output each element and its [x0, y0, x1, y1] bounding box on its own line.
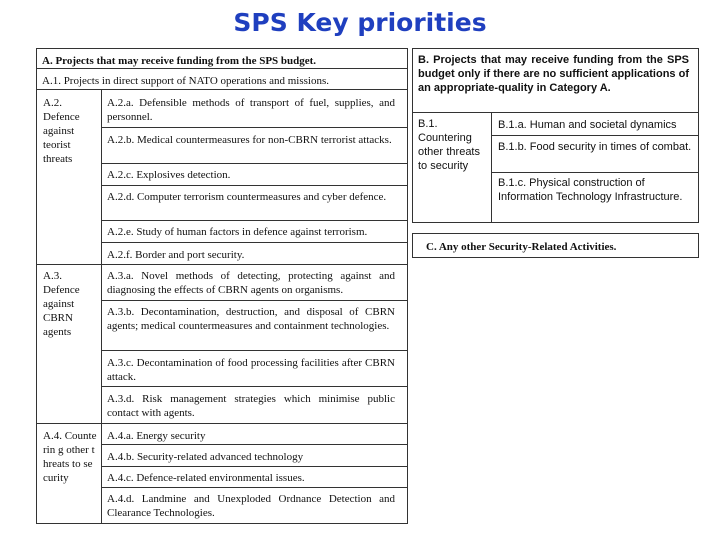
divider [101, 350, 408, 351]
a1-row: A.1. Projects in direct support of NATO operations and missions. [42, 75, 329, 87]
a3-item-c: A.3.c. Decontamination of food processing facilities after CBRN attack. [107, 357, 395, 383]
divider [412, 112, 699, 113]
column-divider [491, 112, 492, 223]
page-title: SPS Key priorities [233, 8, 487, 37]
a4-label: A.4. Counterin g other threats to security [43, 430, 97, 484]
a3-label: A.3. Defence against CBRN agents [43, 270, 80, 338]
divider [101, 220, 408, 221]
a2-item-f: A.2.f. Border and port security. [107, 249, 245, 261]
divider [36, 89, 408, 90]
divider [101, 487, 408, 488]
divider [101, 242, 408, 243]
column-divider [101, 89, 102, 524]
a2-label: A.2. Defence against teorist threats [43, 97, 80, 165]
a2-item-a: A.2.a. Defensible methods of transport of fuel, supplies, and personnel. [107, 97, 395, 123]
section-a-header: A. Projects that may receive funding from the SPS budget. [42, 55, 317, 67]
a2-item-c: A.2.c. Explosives detection. [107, 169, 231, 181]
divider [101, 127, 408, 128]
divider [101, 185, 408, 186]
a2-item-d: A.2.d. Computer terrorism countermeasures and cyber defence. [107, 191, 387, 203]
a2-item-e: A.2.e. Study of human factors in defence against terrorism. [107, 226, 368, 238]
divider [491, 172, 699, 173]
divider [101, 444, 408, 445]
b1-item-b: B.1.b. Food security in times of combat. [498, 141, 692, 153]
divider [491, 135, 699, 136]
a3-item-a: A.3.a. Novel methods of detecting, protecting against and diagnosing the effects of CBRN agents on organisms. [107, 270, 395, 296]
divider [36, 423, 408, 424]
b1-item-c: B.1.c. Physical construction of Information Technology Infrastructure. [498, 177, 683, 203]
divider [101, 466, 408, 467]
divider [101, 300, 408, 301]
a4-item-d: A.4.d. Landmine and Unexploded Ordnance Detection and Clearance Technologies. [107, 493, 395, 519]
a3-item-b: A.3.b. Decontamination, destruction, and disposal of CBRN agents; medical countermeasures and containment technologies. [107, 306, 395, 332]
divider [36, 264, 408, 265]
a4-item-b: A.4.b. Security-related advanced technology [107, 451, 304, 463]
divider [101, 386, 408, 387]
a4-item-c: A.4.c. Defence-related environmental issues. [107, 472, 305, 484]
a4-item-a: A.4.a. Energy security [107, 430, 206, 442]
b1-label: B.1. Countering other threats to security [418, 118, 480, 172]
divider [36, 68, 408, 69]
b1-item-a: B.1.a. Human and societal dynamics [498, 119, 677, 131]
a2-item-b: A.2.b. Medical countermeasures for non-CBRN terrorist attacks. [107, 134, 392, 146]
section-c-header: C. Any other Security-Related Activities. [426, 241, 617, 253]
divider [101, 163, 408, 164]
section-b-header: B. Projects that may receive funding from the SPS budget only if there are no sufficient applications of an appropriate-quality in Category A. [418, 54, 689, 94]
a3-item-d: A.3.d. Risk management strategies which minimise public contact with agents. [107, 393, 395, 419]
